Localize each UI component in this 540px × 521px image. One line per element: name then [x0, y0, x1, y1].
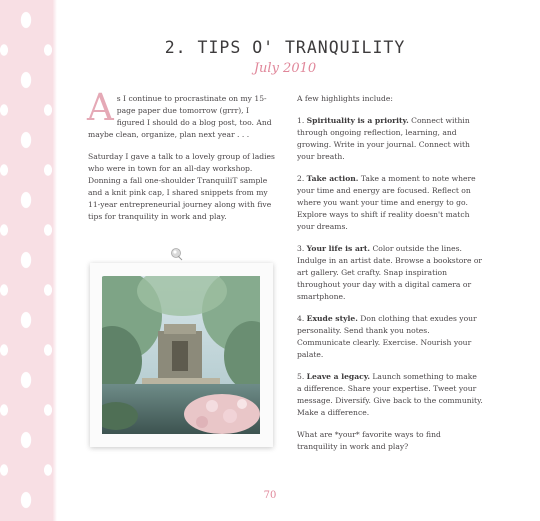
highlights-lead: A few highlights include: — [297, 94, 393, 103]
tip-text: Connect within through ongoing reflection, learning, and growing. Write in your journal. Connect with your breath. — [297, 116, 470, 161]
tip-text: Color outside the lines. Indulge in an artist date. Browse a bookstore or art gallery. Get crafty. Snap inspiration throughout your day with a digital camera or smartphone. — [297, 244, 483, 301]
damask-border — [0, 0, 52, 521]
garden-fountain-image — [102, 276, 260, 434]
tip-item: 1. Spirituality is a priority. Connect within through ongoing reflection, learning, and growing. Write in your journal. Connect with your breath. — [297, 116, 470, 161]
intro-paragraph — [87, 86, 278, 141]
tip-text: Take a moment to note where your time and energy are focused. Reflect on where you want your time and energy to go. Explore ways to shift if reality doesn't match your dreams. — [297, 174, 476, 231]
border-shadow — [52, 0, 57, 521]
date-subtitle: July 2010 — [253, 61, 317, 76]
tip-title: Your life is art. — [306, 244, 371, 253]
tip-title: Spirituality is a priority. — [306, 116, 409, 125]
page-title: 2. TIPS O' TRANQUILITY — [164, 38, 406, 57]
pushpin-icon — [169, 247, 183, 261]
tip-item: 5. Leave a legacy. Launch something to make a difference. Share your expertise. Tweet your message. Diversify. Give back to the community. Make a difference. — [297, 372, 483, 417]
tip-title: Leave a legacy. — [306, 372, 370, 381]
tip-item: 3. Your life is art. Color outside the lines. Indulge in an artist date. Browse a bookstore or art gallery. Get crafty. Snap inspiration throughout your day with a digital camera or smartphone. — [297, 244, 483, 301]
tip-item: 2. Take action. Take a moment to note where your time and energy are focused. Reflect on where you want your time and energy to go. Explore ways to shift if reality doesn't match your dreams. — [297, 174, 476, 231]
intro-text: s I continue to procrastinate on my 15-page paper due tomorrow (grrr), I figured I should do a blog post, too. And maybe clean, organize, plan next year . . . — [88, 94, 272, 139]
tip-title: Take action. — [306, 174, 359, 183]
right-column — [297, 93, 483, 463]
closing-question: What are *your* favorite ways to find tranquility in work and play? — [297, 430, 441, 451]
tip-text: Launch something to make a difference. Share your expertise. Tweet your message. Diversify. Give back to the community. Make a difference. — [297, 372, 483, 417]
drop-cap: A — [87, 86, 114, 129]
left-column — [87, 86, 278, 233]
tip-text: Don clothing that exudes your personality. Send thank you notes. Communicate clearly. Exercise. Nourish your palate. — [297, 314, 477, 359]
tip-title: Exude style. — [306, 314, 358, 323]
workshop-paragraph: Saturday I gave a talk to a lovely group of ladies who were in town for an all-day workshop. Donning a fall one-shoulder TranquiliT sample and a knit pink cap, I shared snippets from my 11-year entrepreneurial journey along with five tips for tranquility in work and play. — [88, 152, 275, 221]
tip-item: 4. Exude style. Don clothing that exudes your personality. Send thank you notes. Communicate clearly. Exercise. Nourish your palate. — [297, 314, 477, 359]
polaroid-photo — [90, 263, 273, 447]
page-number: 70 — [263, 490, 277, 501]
